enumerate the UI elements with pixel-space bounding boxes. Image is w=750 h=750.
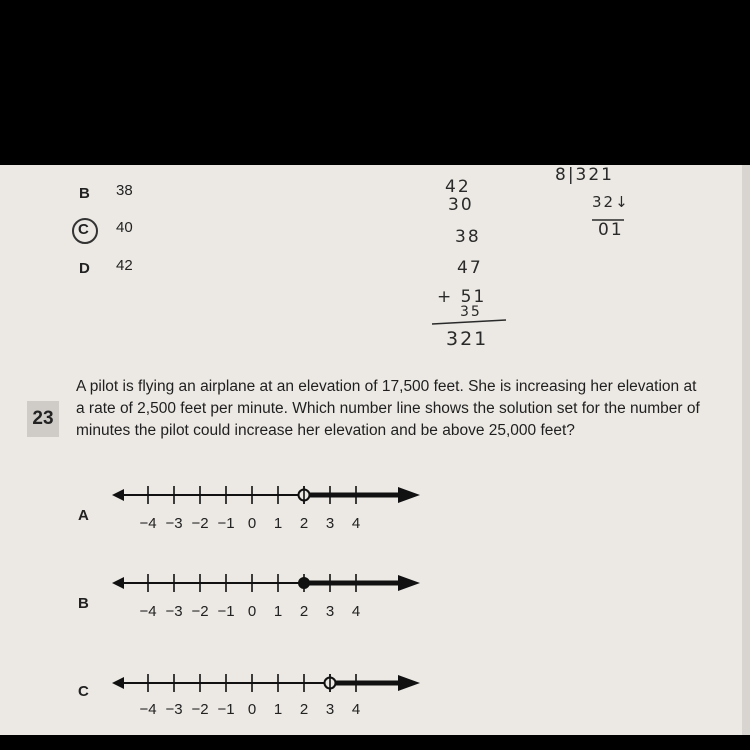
handwritten-number: 47: [457, 258, 483, 278]
choice-d-letter: D: [79, 260, 90, 277]
option-b-label[interactable]: B: [78, 595, 89, 612]
choice-c-value: 40: [116, 219, 133, 236]
question-text-line: a rate of 2,500 feet per minute. Which number line shows the solution set for the number of: [76, 400, 700, 417]
choice-d-value: 42: [116, 257, 133, 274]
number-line-a: [110, 475, 430, 515]
handwritten-division: 01: [598, 220, 624, 240]
tick-label: 4: [351, 603, 361, 620]
tick-label: −3: [165, 515, 183, 532]
tick-label: 3: [325, 515, 335, 532]
tick-label: 3: [325, 701, 335, 718]
handwritten-sum: 321: [446, 328, 489, 350]
tick-label: −3: [165, 701, 183, 718]
tick-label: −2: [191, 515, 209, 532]
choice-b-letter: B: [79, 185, 90, 202]
left-arrowhead: [112, 677, 124, 689]
tick-label: 4: [351, 701, 361, 718]
number-line-c: [110, 663, 430, 703]
tick-label: 1: [273, 515, 283, 532]
tick-label: −4: [139, 701, 157, 718]
choice-b-value: 38: [116, 182, 133, 199]
question-number: 23: [27, 401, 59, 437]
tick-label: −1: [217, 515, 235, 532]
option-c-label[interactable]: C: [78, 683, 89, 700]
tick-label: −4: [139, 515, 157, 532]
left-arrowhead: [112, 577, 124, 589]
tick-label: 1: [273, 701, 283, 718]
choice-c-letter: C: [78, 221, 89, 238]
tick-label: 0: [247, 701, 257, 718]
option-a-label[interactable]: A: [78, 507, 89, 524]
worksheet-page: [0, 165, 750, 735]
handwritten-number: 42: [445, 177, 471, 197]
handwritten-sum-line: [430, 318, 510, 326]
tick-label: −4: [139, 603, 157, 620]
tick-label: 2: [299, 603, 309, 620]
tick-label: 0: [247, 515, 257, 532]
tick-label: −2: [191, 701, 209, 718]
tick-label: −1: [217, 701, 235, 718]
tick-label: 1: [273, 603, 283, 620]
number-line-b-labels: [0, 603, 750, 623]
page-edge: [742, 165, 750, 735]
tick-label: 2: [299, 515, 309, 532]
left-arrowhead: [112, 489, 124, 501]
handwritten-number: 35: [460, 304, 482, 320]
handwritten-number: 30: [448, 195, 474, 215]
tick-label: −3: [165, 603, 183, 620]
closed-point: [299, 578, 310, 589]
tick-label: −2: [191, 603, 209, 620]
number-line-c-labels: [0, 701, 750, 721]
handwritten-number: + 51: [437, 287, 487, 307]
handwritten-number: 38: [455, 227, 481, 247]
tick-label: 3: [325, 603, 335, 620]
question-text-line: minutes the pilot could increase her elevation and be above 25,000 feet?: [76, 422, 575, 439]
handwritten-division: 8|321: [555, 165, 614, 185]
tick-label: 0: [247, 603, 257, 620]
number-line-a-labels: [0, 515, 750, 535]
handwritten-division: 32↓: [592, 193, 630, 211]
tick-label: 4: [351, 515, 361, 532]
question-text-line: A pilot is flying an airplane at an elevation of 17,500 feet. She is increasing her elevation at: [76, 378, 697, 395]
tick-label: 2: [299, 701, 309, 718]
tick-label: −1: [217, 603, 235, 620]
number-line-b: [110, 563, 430, 603]
